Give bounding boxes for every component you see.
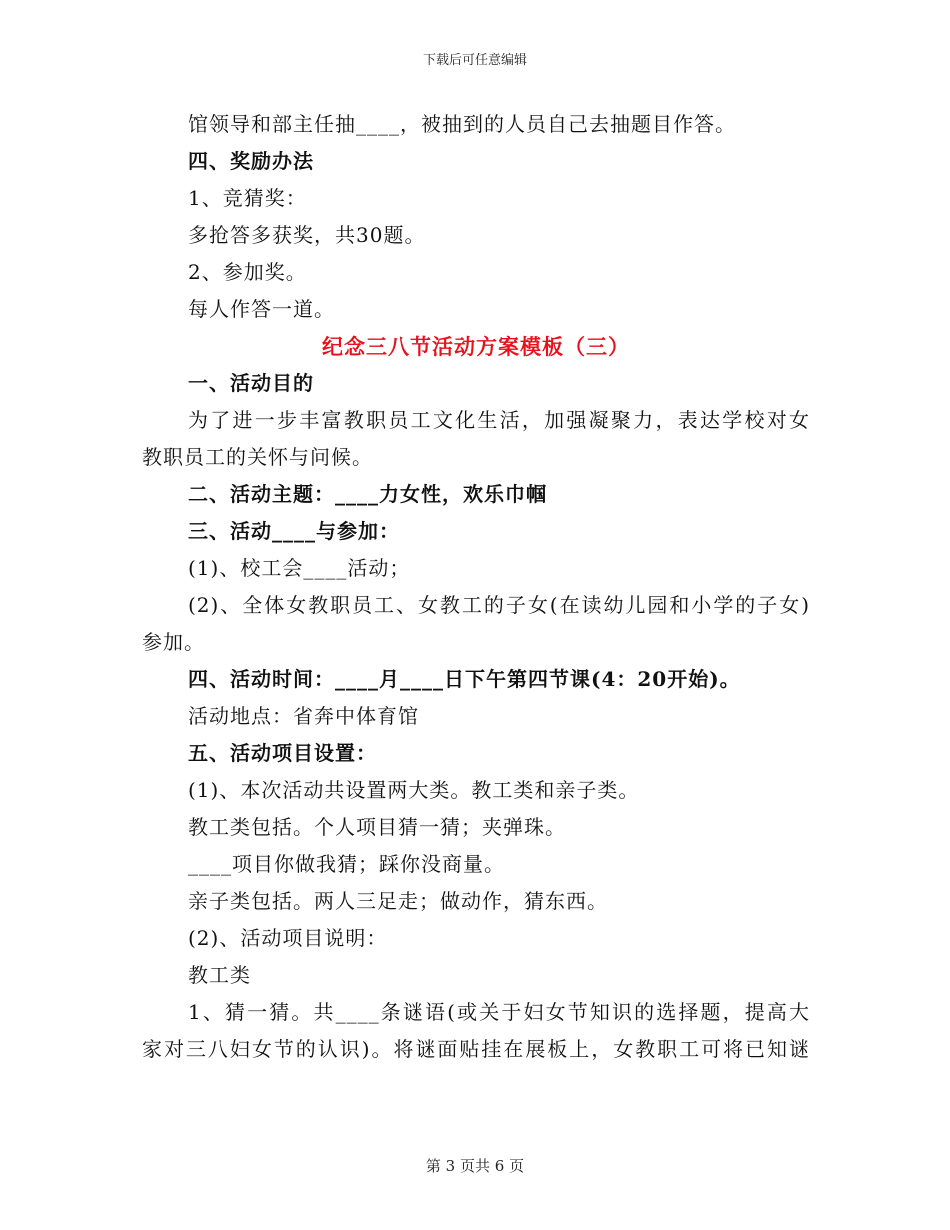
section-heading: 四、活动时间：____月____日下午第四节课(4：20开始)。 bbox=[188, 667, 741, 691]
paragraph-line: (1)、校工会____活动； bbox=[188, 556, 411, 580]
paragraph-line: 参加。 bbox=[142, 630, 205, 654]
paragraph-line: 2、参加奖。 bbox=[188, 260, 307, 284]
paragraph-line: (1)、本次活动共设置两大类。教工类和亲子类。 bbox=[188, 778, 640, 802]
paragraph-line: 馆领导和部主任抽____，被抽到的人员自己去抽题目作答。 bbox=[188, 112, 736, 136]
paragraph-line: (2)、全体女教职员工、女教工的子女(在读幼儿园和小学的子女) bbox=[188, 593, 810, 617]
paragraph-line: 1、竞猜奖： bbox=[188, 186, 307, 210]
paragraph-line: 教职员工的关怀与问候。 bbox=[142, 445, 373, 469]
paragraph-line: 1、猜一猜。共____条谜语(或关于妇女节知识的选择题，提高大 bbox=[188, 1000, 810, 1024]
section-heading: 四、奖励办法 bbox=[188, 149, 314, 173]
paragraph-line: 家对三八妇女节的认识)。将谜面贴挂在展板上，女教职工可将已知谜 bbox=[142, 1037, 810, 1061]
paragraph-line: ____项目你做我猜；踩你没商量。 bbox=[188, 852, 505, 876]
paragraph-line: 教工类 bbox=[188, 963, 251, 987]
paragraph-line: 教工类包括。个人项目猜一猜；夹弹珠。 bbox=[188, 815, 566, 839]
page-footer: 第 3 页共 6 页 bbox=[425, 1157, 525, 1175]
paragraph-line: (2)、活动项目说明： bbox=[188, 926, 388, 950]
paragraph-line: 多抢答多获奖，共30题。 bbox=[188, 223, 426, 247]
page-header: 下载后可任意编辑 bbox=[422, 53, 527, 68]
document-body bbox=[142, 106, 810, 1068]
paragraph-line: 亲子类包括。两人三足走；做动作，猜东西。 bbox=[188, 889, 608, 913]
paragraph-line: 为了进一步丰富教职员工文化生活，加强凝聚力，表达学校对女 bbox=[188, 408, 810, 432]
paragraph-line: 每人作答一道。 bbox=[188, 297, 335, 321]
section-heading: 一、活动目的 bbox=[188, 371, 314, 395]
section-heading: 三、活动____与参加： bbox=[188, 519, 400, 543]
paragraph-line: 活动地点：省奔中体育馆 bbox=[188, 704, 419, 728]
document-title: 纪念三八节活动方案模板（三） bbox=[322, 334, 630, 359]
section-heading: 五、活动项目设置： bbox=[188, 741, 377, 765]
section-heading: 二、活动主题：____力女性，欢乐巾帼 bbox=[188, 482, 547, 506]
